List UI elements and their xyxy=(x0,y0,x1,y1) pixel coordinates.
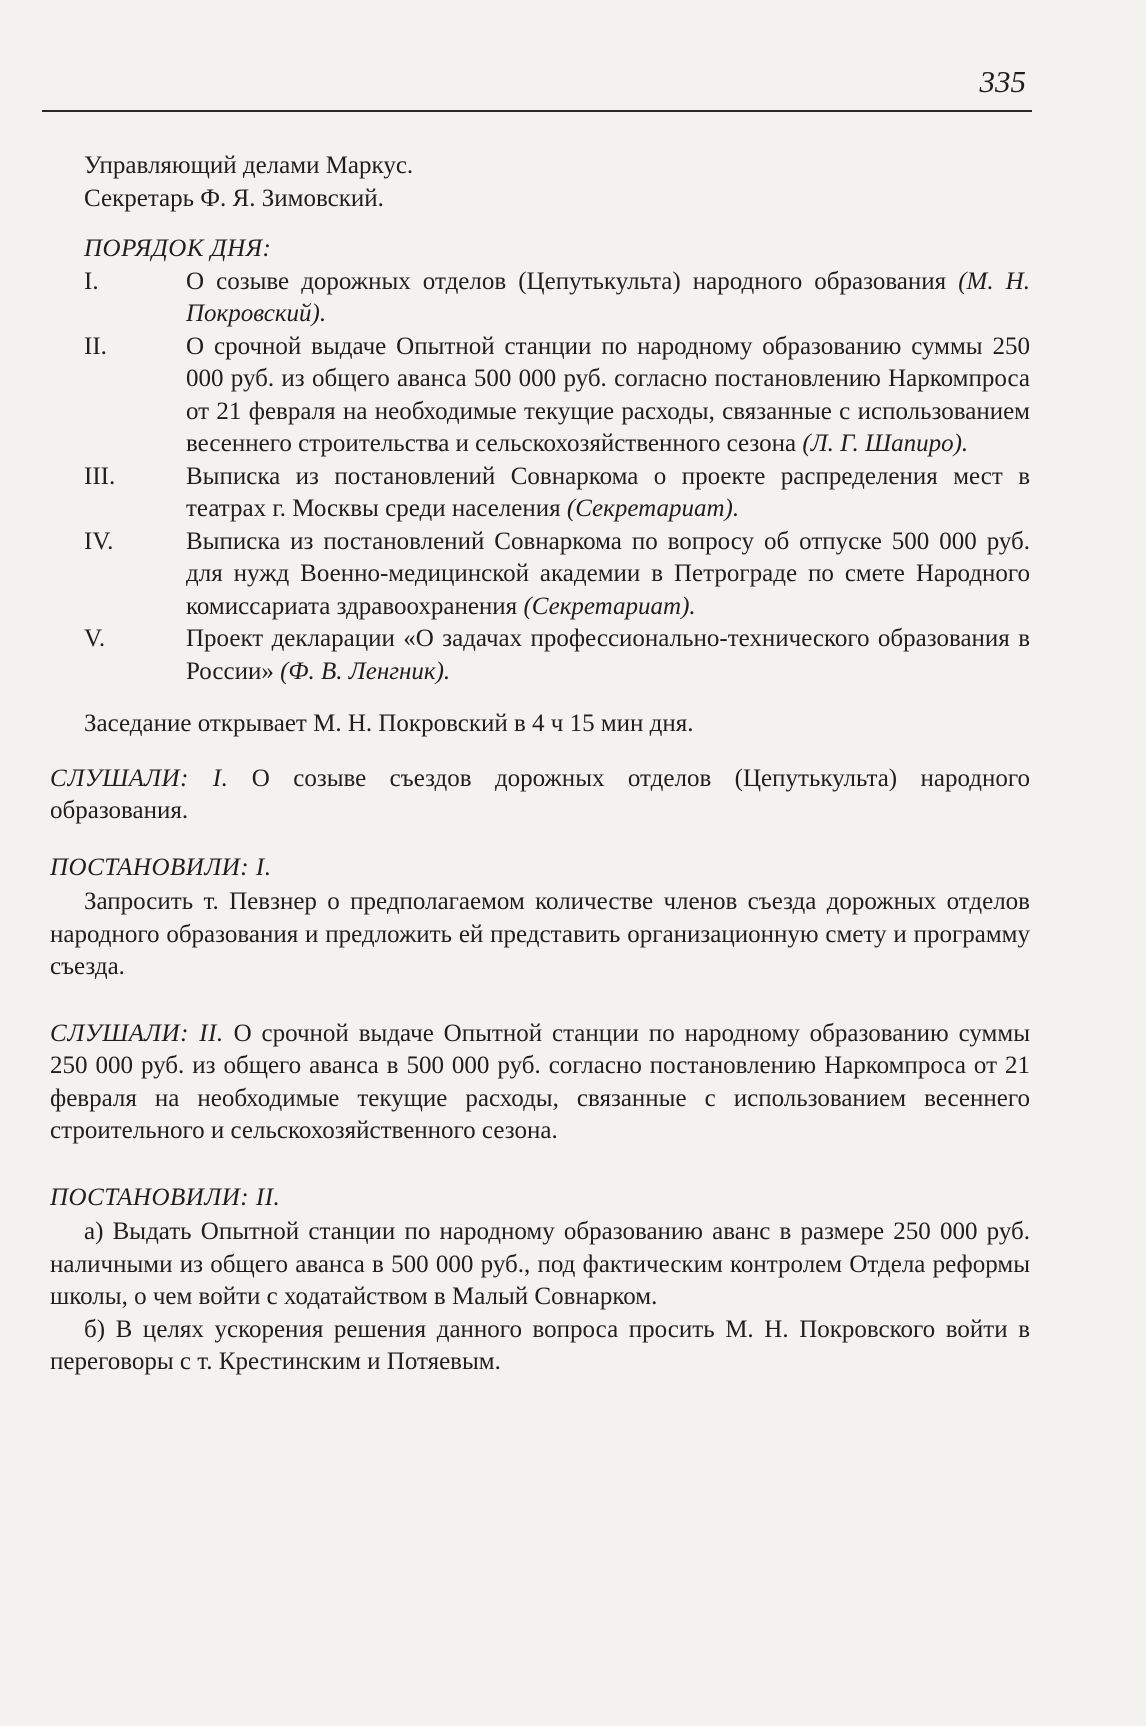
secretary-signature: Секретарь Ф. Я. Зимовский. xyxy=(84,184,384,212)
agenda-item-topic: Проект декларации «О задачах профессионально-технического образования в России» xyxy=(186,625,1030,685)
agenda-item-text xyxy=(186,461,1030,526)
heard-section-1 xyxy=(50,763,1030,828)
agenda-item-text xyxy=(186,526,1030,624)
heard-section-2 xyxy=(50,1018,1030,1148)
resolution-paragraph-a: а) Выдать Опытной станции по народному образованию аванс в размере 250 000 руб. наличными из общего аванса в 500 000 руб., под фактическим контролем Отдела реформы школы, о чем войти с ходатайством в Малый Совнарком. xyxy=(50,1218,1030,1310)
heard-text: О созыве съездов дорожных отделов (Цепутькульта) народного образования. xyxy=(50,764,1030,824)
agenda-item-topic: Выписка из постановлений Совнаркома о проекте распределения мест в театрах г. Москвы среди населения xyxy=(186,462,1030,522)
agenda-item-speaker: (Секретариат). xyxy=(523,592,696,620)
heard-text: О срочной выдаче Опытной станции по народному образованию суммы 250 000 руб. из общего аванса в 500 000 руб. согласно постановлению Наркомпроса от 21 февраля на необходимые текущие расходы, связанные с использованием весеннего строительного и сельскохозяйственного сезона. xyxy=(50,1019,1030,1144)
agenda-item xyxy=(84,526,1030,624)
agenda-item-speaker: (Л. Г. Шапиро). xyxy=(802,430,969,457)
agenda-title: ПОРЯДОК ДНЯ: xyxy=(84,235,272,262)
agenda-item-speaker: (Ф. В. Ленгник). xyxy=(280,657,451,685)
agenda-item-number: II. xyxy=(84,332,107,360)
agenda-item-speaker: (Секретариат). xyxy=(566,495,740,522)
agenda-item-number: III. xyxy=(84,462,116,490)
agenda-item-number: I. xyxy=(84,267,99,295)
resolution-paragraph-b: б) В целях ускорения решения данного вопроса просить М. Н. Покровского войти в переговоры с т. Крестинским и Потяевым. xyxy=(50,1315,1030,1375)
agenda-item-speaker: (М. Н. Покровский). xyxy=(186,267,1030,327)
resolution-text: Запросить т. Певзнер о предполагаемом количестве членов съезда дорожных отделов народного образования и предложить ей представить организационную смету и программу съезда. xyxy=(50,888,1030,980)
session-opening: Заседание открывает М. Н. Покровский в 4 ч 15 мин дня. xyxy=(84,710,694,737)
agenda-item-topic: Выписка из постановлений Совнаркома по вопросу об отпуске 500 000 руб. для нужд Военно-медицинской академии в Петрограде по смете Народного комиссариата здравоохранения xyxy=(186,527,1030,620)
agenda-item-text xyxy=(186,331,1030,461)
resolved-title-2: ПОСТАНОВИЛИ: II. xyxy=(50,1183,281,1211)
running-head xyxy=(42,58,1032,112)
heard-label: СЛУШАЛИ: II. xyxy=(50,1019,224,1047)
resolved-title-1: ПОСТАНОВИЛИ: I. xyxy=(50,853,272,881)
agenda-item-number: V. xyxy=(84,625,106,652)
manager-signature: Управляющий делами Маркус. xyxy=(84,152,414,179)
agenda-item-topic: О срочной выдаче Опытной станции по народному образованию суммы 250 000 руб. из общего аванса 500 000 руб. согласно постановлению Наркомпроса от 21 февраля на необходимые текущие расходы, связанные с использованием весеннего строительства и сельскохозяйственного сезона xyxy=(186,332,1030,457)
agenda-item xyxy=(84,331,1030,461)
heard-label: СЛУШАЛИ: I. xyxy=(50,764,229,792)
agenda-item-number: IV. xyxy=(84,527,114,555)
page-number: 335 xyxy=(979,64,1026,99)
agenda-item xyxy=(84,623,1030,688)
agenda-item xyxy=(84,266,1030,331)
document-body xyxy=(50,150,1030,1379)
agenda-item-topic: О созыве дорожных отделов (Цепутькульта) народного образования xyxy=(186,267,959,295)
agenda-item-text xyxy=(186,623,1030,688)
agenda-item xyxy=(84,461,1030,526)
agenda-item-text xyxy=(186,266,1030,331)
